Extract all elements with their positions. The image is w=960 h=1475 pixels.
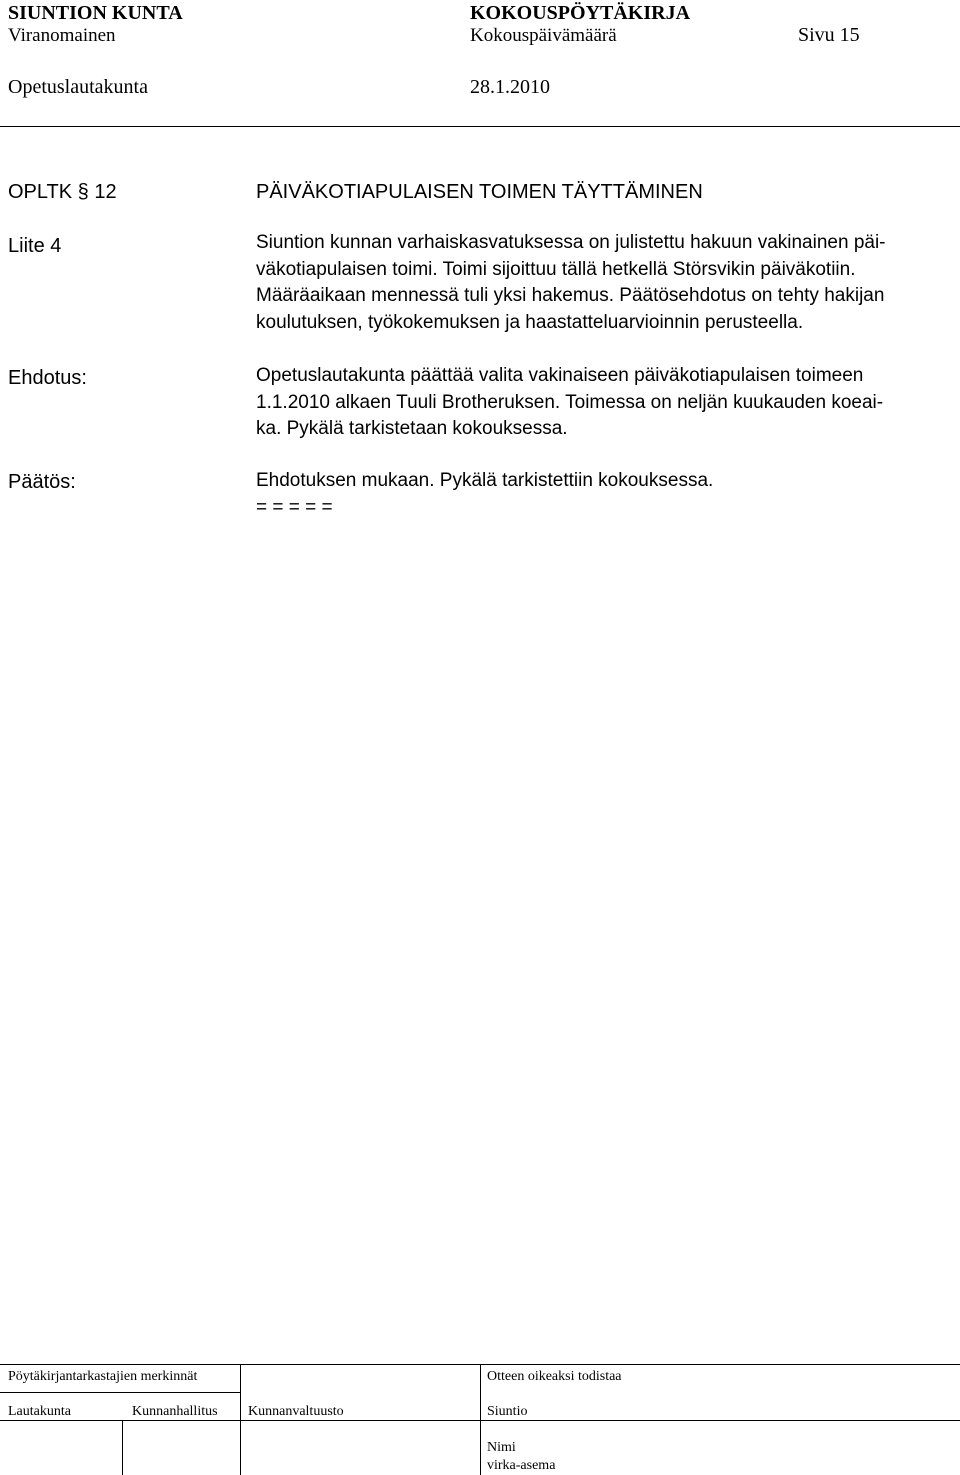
- attachment-line: väkotiapulaisen toimi. Toimi sijoittuu tällä hetkellä Störsvikin päiväkotiin.: [256, 258, 856, 280]
- checkers-label: Pöytäkirjantarkastajien merkinnät: [8, 1369, 198, 1384]
- attachment-line: Siuntion kunnan varhaiskasvatuksessa on julistettu hakuun vakinainen päi-: [256, 232, 886, 253]
- footer-right-rule: [480, 1420, 960, 1421]
- decision-text: [256, 468, 713, 521]
- proposal-text: [256, 363, 883, 443]
- section-number: OPLTK § 12: [8, 181, 117, 203]
- proposal-line: 1.1.2010 alkaen Tuuli Brotheruksen. Toimessa on neljän kuukauden koeai-: [256, 391, 884, 413]
- attachment-line: Määräaikaan mennessä tuli yksi hakemus. Päätösehdotus on tehty hakijan: [256, 285, 885, 306]
- footer-vertical-2: [480, 1364, 481, 1475]
- municipality-name: SIUNTION KUNTA: [8, 2, 183, 24]
- meeting-date-label: Kokouspäivämäärä: [470, 25, 617, 46]
- attachment-text: [256, 230, 886, 336]
- attachment-label: Liite 4: [8, 235, 62, 257]
- council-board-label: Kunnanhallitus: [132, 1404, 218, 1419]
- footer-left-rule: [0, 1392, 240, 1393]
- authority-name: Opetuslautakunta: [8, 76, 148, 98]
- decision-line: Ehdotuksen mukaan. Pykälä tarkistettiin kokouksessa.: [256, 470, 714, 491]
- position-label: virka-asema: [487, 1458, 556, 1473]
- proposal-line: Opetuslautakunta päättää valita vakinaiseen päiväkotiapulaisen toimeen: [256, 365, 864, 386]
- page-number: Sivu 15: [798, 24, 860, 46]
- name-label: Nimi: [487, 1440, 516, 1455]
- place-label: Siuntio: [487, 1404, 528, 1419]
- decision-separator: = = = = =: [256, 496, 333, 518]
- board-label: Lautakunta: [8, 1404, 71, 1419]
- attachment-line: koulutuksen, työkokemuksen ja haastatteluarvioinnin perusteella.: [256, 311, 804, 333]
- footer-vertical-1: [240, 1364, 241, 1475]
- footer-vertical-3: [122, 1420, 123, 1475]
- authority-label: Viranomainen: [8, 25, 116, 46]
- certified-label: Otteen oikeaksi todistaa: [487, 1369, 622, 1384]
- proposal-label: Ehdotus:: [8, 367, 87, 389]
- meeting-date: 28.1.2010: [470, 76, 550, 98]
- document-type: KOKOUSPÖYTÄKIRJA: [470, 2, 691, 24]
- proposal-line: ka. Pykälä tarkistetaan kokouksessa.: [256, 418, 568, 439]
- section-title: PÄIVÄKOTIAPULAISEN TOIMEN TÄYTTÄMINEN: [256, 181, 703, 203]
- decision-label: Päätös:: [8, 471, 76, 493]
- council-label: Kunnanvaltuusto: [248, 1404, 344, 1419]
- header-divider: [0, 126, 960, 127]
